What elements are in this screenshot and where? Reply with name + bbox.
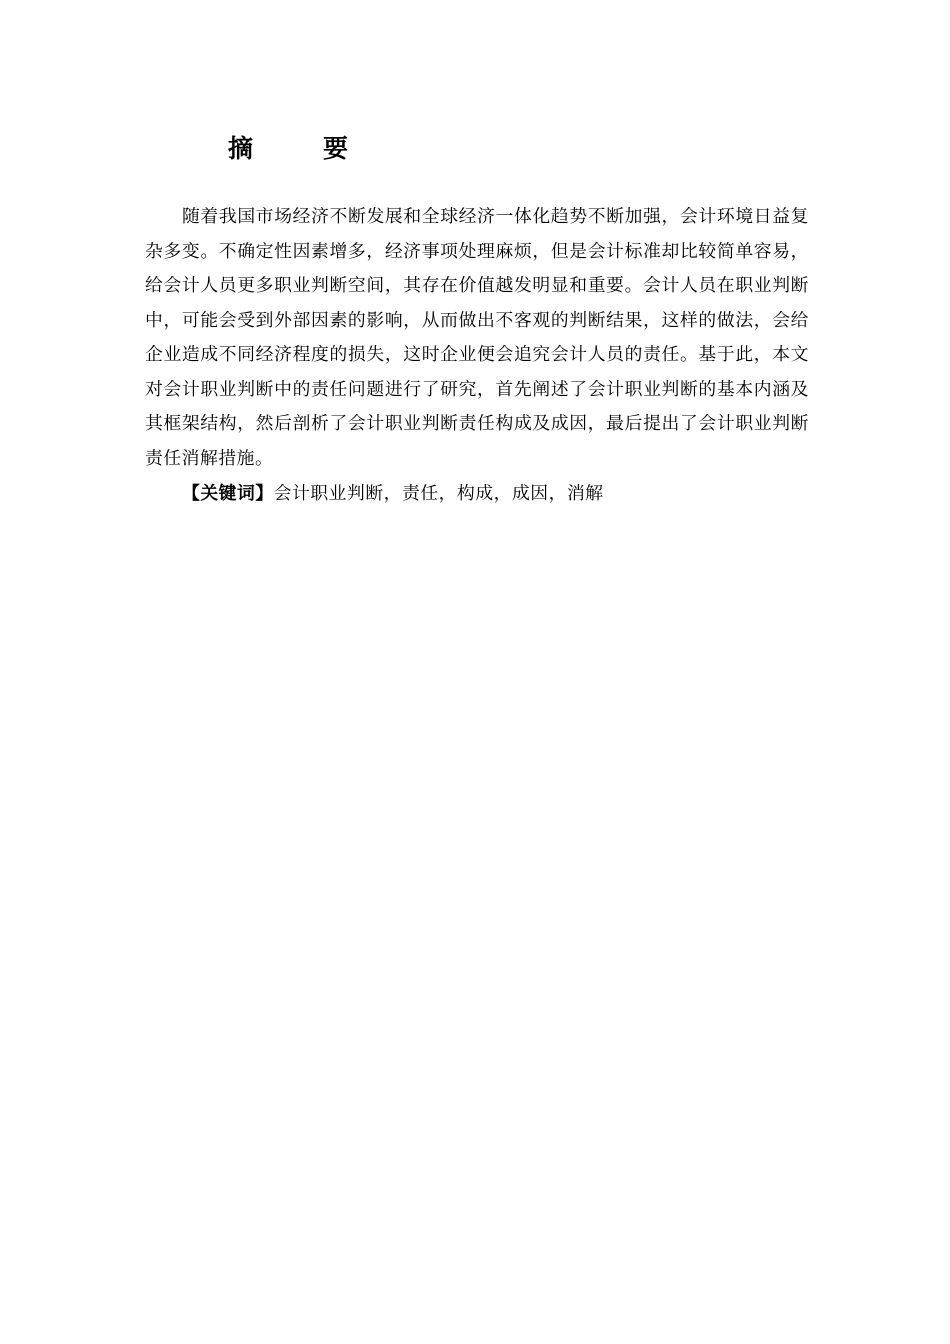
abstract-heading bbox=[228, 132, 348, 166]
abstract-heading-char-2: 要 bbox=[323, 134, 349, 163]
keywords-list: 会计职业判断，责任，构成，成因，消解 bbox=[273, 483, 604, 504]
abstract-paragraph: 随着我国市场经济不断发展和全球经济一体化趋势不断加强，会计环境日益复杂多变。不确定性因素增多，经济事项处理麻烦，但是会计标准却比较简单容易，给会计人员更多职业判断空间，其存在价值越发明显和重要。会计人员在职业判断中，可能会受到外部因素的影响，从而做出不客观的判断结果，这样的做法，会给企业造成不同经济程度的损失，这时企业便会追究会计人员的责任。基于此，本文对会计职业判断中的责任问题进行了研究，首先阐述了会计职业判断的基本内涵及其框架结构，然后剖析了会计职业判断责任构成及成因，最后提出了会计职业判断责任消解措施。 bbox=[145, 206, 809, 469]
abstract-heading-char-1: 摘 bbox=[228, 134, 254, 163]
keywords-label: 【关键词】 bbox=[182, 483, 274, 504]
keywords-line bbox=[182, 477, 809, 512]
